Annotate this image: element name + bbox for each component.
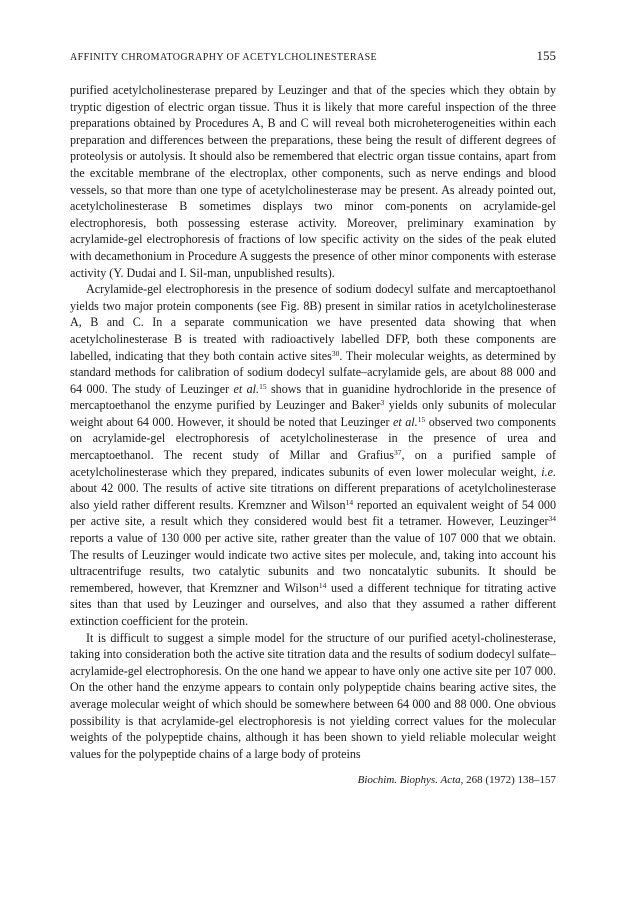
running-header	[70, 48, 556, 64]
journal-page	[70, 48, 556, 786]
body-text	[70, 82, 556, 762]
citation-footer	[70, 774, 556, 786]
page-number: 155	[536, 48, 556, 63]
paragraph-3: It is difficult to suggest a simple model for the structure of our purified acetyl-cholinesterase, taking into consideration both the active site titration data and the results of sodium dodecyl sulfate–acrylamide-gel electrophoresis. On the one hand we appear to have only one active site per 107 000. On the other hand the enzyme appears to contain only polypeptide chains bearing active sites, the average molecular weight of which should be somewhere between 64 000 and 88 000. One obvious possibility is that acrylamide-gel electrophoresis is not yielding correct values for the molecular weights of the polypeptide chains, although it has been shown to yield reliable molecular weight values for the polypeptide chains of a large body of proteins	[70, 630, 556, 761]
journal-citation: 268 (1972) 138–157	[466, 774, 556, 787]
paragraph-1: purified acetylcholinesterase prepared by Leuzinger and that of the species which they obtain by tryptic digestion of electric organ tissue. Thus it is likely that more careful inspection of the three preparations obtained by Procedures A, B and C will reveal both microheterogeneities within each preparation and differences between the preparations, these being the result of different degrees of proteolysis or autolysis. It should also be remembered that electric organ tissue contains, apart from the excitable membrane of the electroplax, other components, such as nerve endings and blood vessels, so that more than one type of acetylcholinesterase may be present. As already pointed out, acetylcholinesterase B sometimes displays two minor com-ponents on acrylamide-gel electrophoresis, both possessing esterase activity. Moreover, preliminary examination by acrylamide-gel electrophoresis of fractions of low specific activity on the sides of the peak eluted with decamethonium in Procedure A suggests the presence of other minor components with esterase activity (Y. Dudai and I. Sil-man, unpublished results).	[70, 83, 556, 280]
paragraph-2: Acrylamide-gel electrophoresis in the presence of sodium dodecyl sulfate and mercaptoethanol yields two major protein components (see Fig. 8B) present in similar ratios in acetylcholinesterase A, B and C. In a separate communication we have presented data showing that when acetylcholinesterase B is treated with radioactively labelled DFP, both these components are labelled, indicating that they both contain active sites$^{30}$. Their molecular weights, as determined by standard methods for calibration of sodium dodecyl sulfate–acrylamide gels, are about 88 000 and 64 000. The study of Leuzinger et al.$^{15}$ shows that in guanidine hydrochloride in the presence of mercaptoethanol the enzyme purified by Leuzinger and Baker$^3$ yields only subunits of molecular weight about 64 000. However, it should be noted that Leuzinger et al.$^{15}$ observed two components on acrylamide-gel electrophoresis of acetylcholinesterase in the presence of urea and mercaptoethanol. The recent study of Millar and Grafius$^{37}$, on a purified sample of acetylcholinesterase which they prepared, indicates subunits of even lower molecular weight, i.e. about 42 000. The results of active site titrations on different preparations of acetylcholinesterase also yield rather different results. Kremzner and Wilson$^{14}$ reported an equivalent weight of 54 000 per active site, a result which they considered would best fit a tetramer. However, Leuzinger$^{34}$ reports a value of 130 000 per active site, rather greater than the value of 107 000 that we obtain. The results of Leuzinger would indicate two active sites per molecule, and, taking into account his ultracentrifuge results, two catalytic subunits and two noncatalytic subunits. It should be remembered, however, that Kremzner and Wilson$^{14}$ used a different technique for titrating active sites than that used by Leuzinger and ourselves, and also that they assumed a rather different extinction coefficient for the protein.	[70, 282, 557, 628]
running-title: AFFINITY CHROMATOGRAPHY OF ACETYLCHOLINESTERASE	[70, 52, 378, 63]
journal-name: Biochim. Biophys. Acta,	[357, 774, 464, 787]
